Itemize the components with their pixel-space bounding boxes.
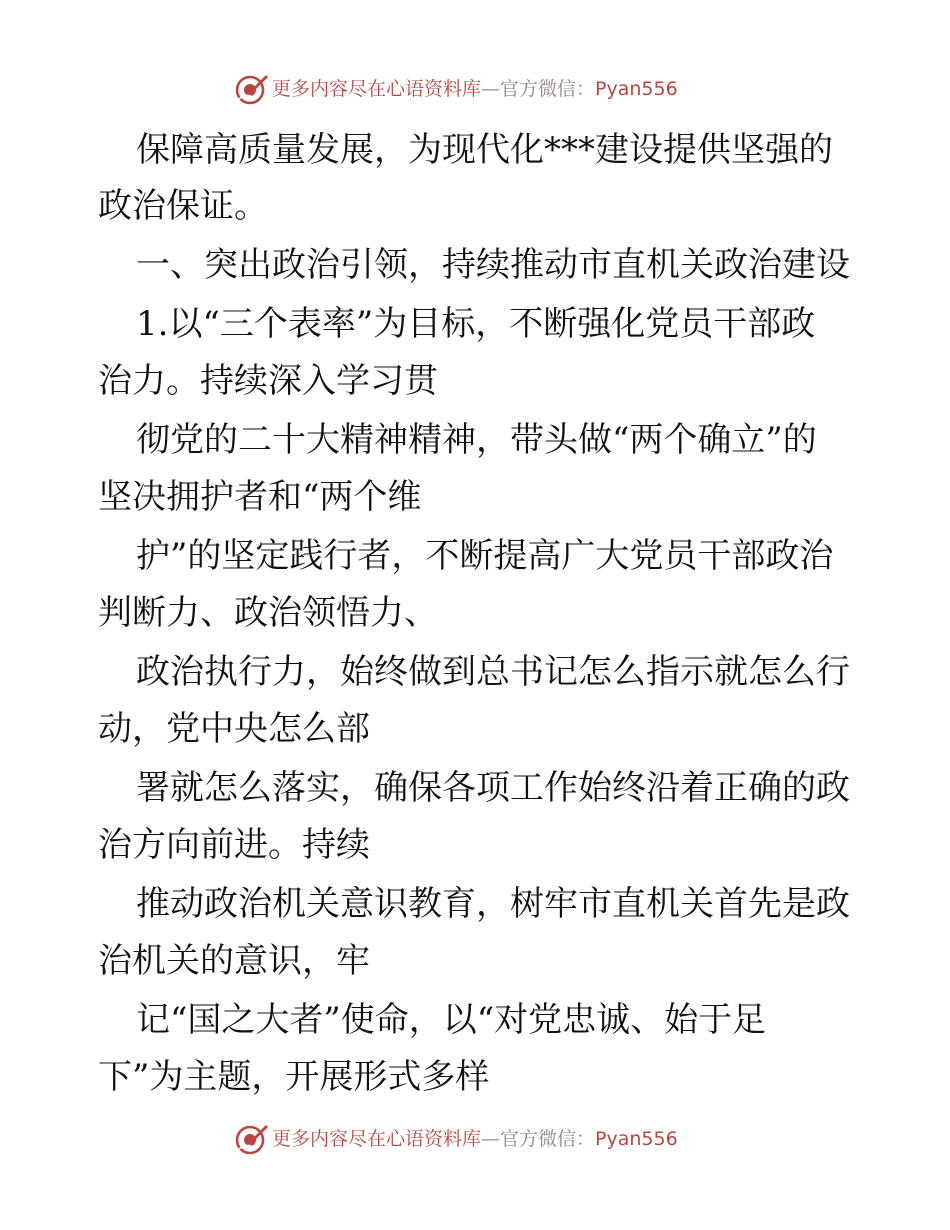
- text-line: 下”为主题，开展形式多样: [98, 1057, 490, 1097]
- text-line: 坚决拥护者和“两个维: [98, 477, 422, 517]
- text-line: 彻党的二十大精神精神，带头做“两个确立”的: [136, 420, 817, 460]
- text-line: 署就怎么落实，确保各项工作始终沿着正确的政: [136, 768, 850, 808]
- text-line: 保障高质量发展，为现代化***建设提供坚强的: [136, 130, 833, 170]
- banner-dash: —: [481, 1128, 501, 1150]
- text-line: 治力。持续深入学习贯: [98, 361, 438, 401]
- banner-wechat-id: Pyan556: [595, 78, 678, 100]
- header-watermark-banner: [0, 70, 950, 110]
- banner-dash: —: [481, 78, 501, 100]
- text-line: 政治执行力，始终做到总书记怎么指示就怎么行: [136, 652, 850, 692]
- text-line: 治机关的意识，牢: [98, 941, 370, 981]
- text-line: 政治保证。: [98, 186, 268, 226]
- text-line: 推动政治机关意识教育，树牢市直机关首先是政: [136, 884, 850, 924]
- text-line: 动，党中央怎么部: [98, 709, 370, 749]
- pen-logo-icon: [235, 1122, 269, 1156]
- banner-wechat-label: 官方微信：: [500, 78, 596, 100]
- pen-logo-icon: [235, 72, 269, 106]
- banner-site-name: 更多内容尽在心语资料库: [272, 1128, 482, 1150]
- text-line: 护”的坚定践行者，不断提高广大党员干部政治: [136, 536, 834, 576]
- text-line: 记“国之大者”使命，以“对党忠诚、始于足: [136, 1000, 767, 1040]
- banner-wechat-id: Pyan556: [595, 1128, 678, 1150]
- banner-text: [272, 76, 678, 102]
- banner-site-name: 更多内容尽在心语资料库: [272, 78, 482, 100]
- text-line: 判断力、政治领悟力、: [98, 593, 438, 633]
- banner-wechat-label: 官方微信：: [500, 1128, 596, 1150]
- banner-text: [272, 1126, 678, 1152]
- footer-watermark-banner: [0, 1120, 950, 1160]
- text-line: 治方向前进。持续: [98, 825, 370, 865]
- text-line: 1.以“三个表率”为目标，不断强化党员干部政: [136, 304, 816, 344]
- text-line: 一、突出政治引领，持续推动市直机关政治建设: [136, 245, 850, 285]
